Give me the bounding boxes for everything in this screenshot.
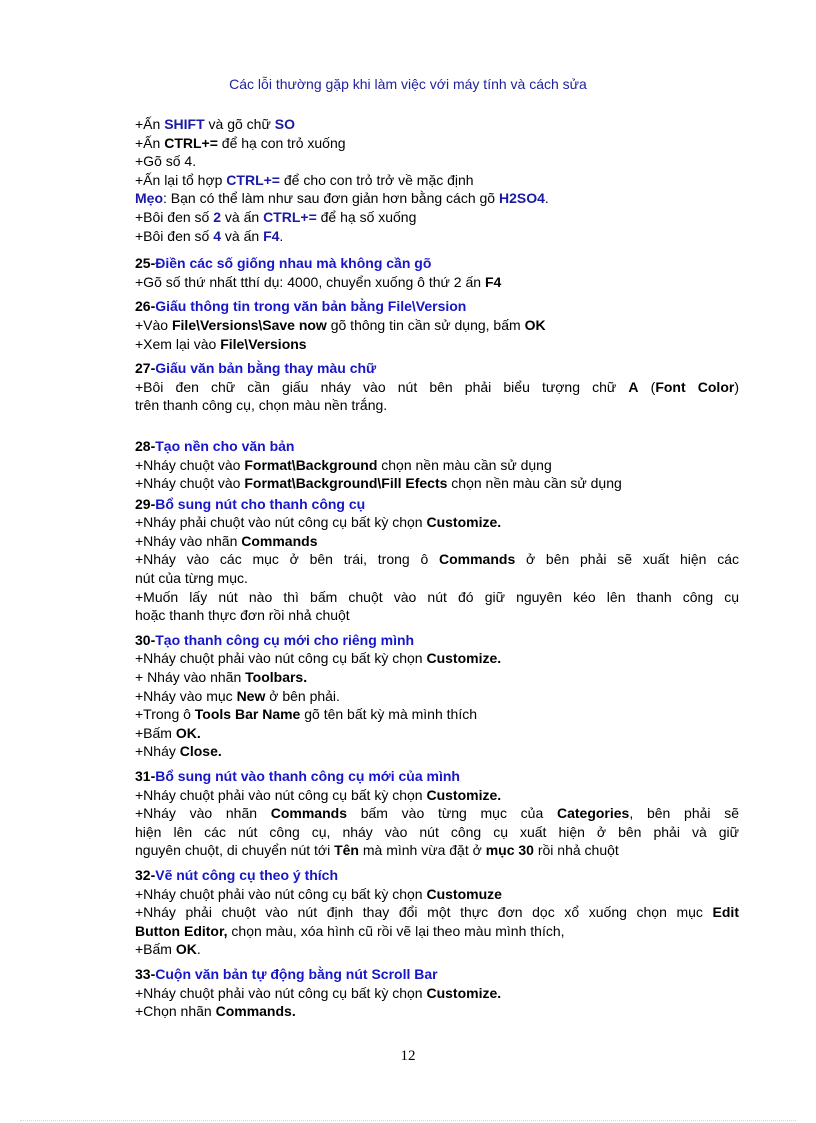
text-line: nguyên chuột, di chuyển nút tới Tên mà mình vừa đặt ở mục 30 rồi nhả chuột	[135, 842, 619, 859]
section-heading: 29-Bổ sung nút cho thanh công cụ	[135, 495, 366, 512]
text-line: +Nháy chuột phải vào nút công cụ bất kỳ chọn Customize.	[135, 650, 502, 667]
text-line: +Vào File\Versions\Save now gõ thông tin cần sử dụng, bấm OK	[135, 316, 546, 333]
text-line: +Muốn lấy nút nào thì bấm chuột vào nút đó giữ nguyên kéo lên thanh công cụ	[135, 588, 739, 605]
text-line: Button Editor, chọn màu, xóa hình cũ rồi vẽ lại theo màu mình thích,	[135, 922, 565, 939]
text-line: +Nháy vào nhãn Commands	[135, 532, 318, 549]
text-line: hiện lên các nút công cụ, nháy vào nút công cụ xuất hiện ở bên phải và giữ	[135, 823, 739, 840]
text-line: +Ấn CTRL+= để hạ con trỏ xuống	[135, 134, 346, 151]
text-line: +Trong ô Tools Bar Name gõ tên bất kỳ mà mình thích	[135, 706, 477, 723]
section-heading: 27-Giấu văn bản bằng thay màu chữ	[135, 360, 377, 377]
text-line: trên thanh công cụ, chọn màu nền trắng.	[135, 397, 388, 414]
text-line: +Bôi đen số 2 và ấn CTRL+= để hạ số xuống	[135, 208, 417, 225]
text-line: +Ấn SHIFT và gõ chữ SO	[135, 116, 295, 132]
text-line: +Nháy chuột vào Format\Background chọn nền màu cần sử dụng	[135, 456, 552, 473]
text-line: +Nháy phải chuột vào nút định thay đổi một thực đơn dọc xổ xuống chọn mục Edit	[135, 904, 739, 921]
text-line: +Bôi đen số 4 và ấn F4.	[135, 227, 284, 244]
text-line: +Nháy Close.	[135, 743, 222, 760]
section-heading: 31-Bổ sung nút vào thanh công cụ mới của mình	[135, 768, 460, 784]
page-number: 12	[400, 1048, 416, 1064]
section-heading: 26-Giấu thông tin trong văn bản bằng File\Version	[135, 298, 467, 315]
text-line: nút của từng mục.	[135, 570, 248, 587]
text-line: +Gõ số thứ nhất tthí dụ: 4000, chuyển xuống ô thứ 2 ấn F4	[135, 273, 502, 290]
page-bottom-rule	[20, 1120, 796, 1121]
text-line: +Nháy vào các mục ở bên trái, trong ô Commands ở bên phải sẽ xuất hiện các	[135, 551, 739, 568]
section-heading: 25-Điền các số giống nhau mà không cần gõ	[135, 255, 432, 272]
text-line: +Ấn lại tổ hợp CTRL+= để cho con trỏ trở về mặc định	[135, 171, 474, 188]
section-heading: 30-Tạo thanh công cụ mới cho riêng mình	[135, 631, 415, 648]
text-line: +Nháy phải chuột vào nút công cụ bất kỳ chọn Customize.	[135, 514, 502, 531]
text-line: +Bấm OK.	[135, 724, 201, 741]
text-line: + Nháy vào nhãn Toolbars.	[135, 669, 308, 686]
text-line: +Nháy vào nhãn Commands bấm vào từng mục của Categories, bên phải sẽ	[135, 805, 740, 822]
text-line: +Bôi đen chữ cần giấu nháy vào nút bên phải biểu tượng chữ A (Font Color)	[135, 378, 739, 395]
section-heading: 33-Cuộn văn bản tự động bằng nút Scroll Bar	[135, 965, 438, 982]
text-line: +Nháy chuột phải vào nút công cụ bất kỳ chọn Customuze	[135, 885, 502, 902]
text-line: +Nháy vào mục New ở bên phải.	[135, 687, 340, 704]
text-line: +Nháy chuột phải vào nút công cụ bất kỳ chọn Customize.	[135, 786, 502, 803]
text-line: +Nháy chuột phải vào nút công cụ bất kỳ chọn Customize.	[135, 984, 502, 1001]
page-header: Các lỗi thường gặp khi làm việc với máy tính và cách sửa	[229, 76, 587, 92]
text-line: hoặc thanh thực đơn rồi nhả chuột	[135, 607, 350, 624]
section-heading: 32-Vẽ nút công cụ theo ý thích	[135, 866, 339, 883]
text-line: +Bấm OK.	[135, 941, 201, 958]
text-line: +Nháy chuột vào Format\Background\Fill Efects chọn nền màu cần sử dụng	[135, 475, 622, 492]
text-line: +Chọn nhãn Commands.	[135, 1003, 296, 1020]
text-line: +Gõ số 4.	[135, 153, 197, 170]
text-line: +Xem lại vào File\Versions	[135, 335, 307, 352]
section-heading: 28-Tạo nền cho văn bản	[135, 437, 295, 454]
tip-line: Mẹo: Bạn có thể làm như sau đơn giản hơn bằng cách gõ H2SO4.	[135, 190, 549, 207]
document-body	[135, 115, 739, 1021]
